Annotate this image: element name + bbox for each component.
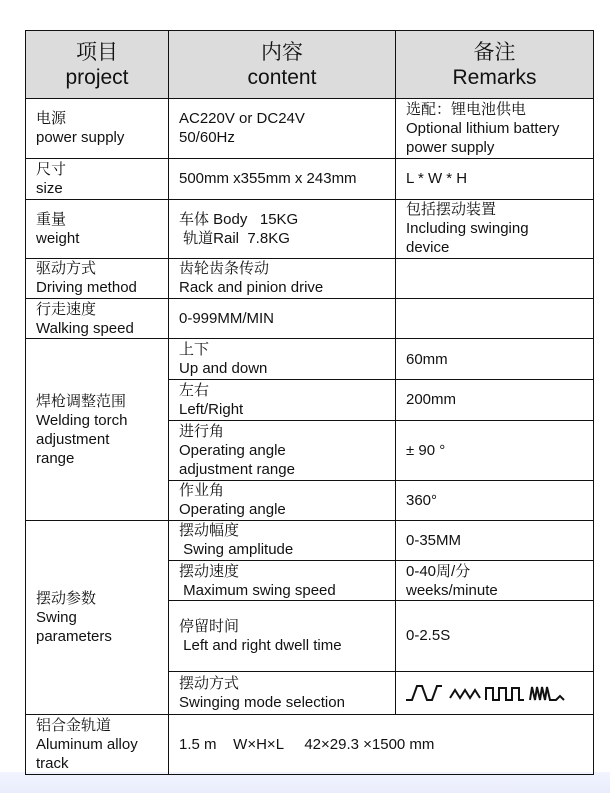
swing-amplitude-en: Swing amplitude — [179, 541, 294, 559]
row-swing-amplitude — [26, 520, 594, 560]
torch-angle-adjust-value — [396, 420, 594, 480]
track-name — [26, 714, 169, 774]
weight-name — [26, 199, 169, 258]
header-remarks-cn: 备注 — [473, 40, 516, 64]
torch-angle-adjust-en2: adjustment range — [179, 460, 295, 478]
track-content — [169, 714, 594, 774]
swing-dwell-value — [396, 601, 594, 671]
swing-speed-cn: 摆动速度 — [179, 562, 240, 580]
walking-remark — [396, 299, 594, 339]
header-content-en: content — [247, 65, 317, 89]
size-remark — [396, 158, 594, 199]
swing-speed-value-1: 0-40周/分 — [406, 562, 471, 580]
torch-left-right-content — [169, 380, 396, 420]
weight-remark-3: device — [406, 238, 450, 256]
track-name-en-1: Aluminum alloy — [36, 735, 138, 753]
square-wave-icon — [486, 688, 524, 700]
swing-dwell-value-text: 0-2.5S — [406, 627, 451, 645]
header-remarks-en: Remarks — [452, 65, 537, 89]
swing-amplitude-value — [396, 520, 594, 560]
swing-speed-en: Maximum swing speed — [179, 581, 336, 599]
power-remark — [396, 99, 594, 158]
swing-speed-content — [169, 561, 396, 601]
swing-name-en-1: Swing — [36, 608, 77, 626]
power-name-cn: 电源 — [36, 110, 67, 128]
swing-dwell-en: Left and right dwell time — [179, 636, 342, 654]
torch-angle-cn: 作业角 — [179, 482, 225, 500]
driving-content-2: Rack and pinion drive — [179, 279, 324, 297]
torch-up-down-content — [169, 339, 396, 380]
size-name — [26, 158, 169, 199]
torch-left-right-cn: 左右 — [179, 381, 210, 399]
page-bottom-band — [0, 772, 610, 793]
driving-name-cn: 驱动方式 — [36, 260, 97, 278]
swing-name-en-2: parameters — [36, 627, 112, 645]
walking-content — [169, 299, 396, 339]
sawtooth-wave-icon — [450, 690, 480, 698]
weight-remark — [396, 199, 594, 258]
torch-angle-value-text: 360° — [406, 491, 438, 509]
size-name-cn: 尺寸 — [36, 160, 67, 178]
row-power-supply — [26, 99, 594, 158]
torch-name — [26, 339, 169, 521]
weight-content-1: 车体 Body 15KG — [179, 210, 299, 228]
torch-name-1: 焊枪调整范围 — [36, 392, 127, 410]
size-name-en: size — [36, 179, 63, 197]
power-remark-2: Optional lithium battery — [406, 119, 560, 137]
torch-up-down-en: Up and down — [179, 360, 268, 378]
swing-name — [26, 520, 169, 714]
size-remark-text: L * W * H — [406, 170, 468, 188]
swing-amplitude-value-text: 0-35MM — [406, 531, 462, 549]
driving-content-1: 齿轮齿条传动 — [179, 260, 270, 278]
triangle-wave-icon — [406, 686, 442, 700]
torch-up-down-value — [396, 339, 594, 380]
torch-angle-adjust-cn: 进行角 — [179, 422, 225, 440]
header-remarks — [396, 31, 594, 99]
trapezoid-wave-icon — [530, 687, 564, 700]
torch-name-2: Welding torch — [36, 411, 128, 429]
torch-left-right-value — [396, 380, 594, 420]
torch-up-down-cn: 上下 — [179, 341, 210, 359]
driving-name-en: Driving method — [36, 279, 137, 297]
swing-amplitude-content — [169, 520, 396, 560]
row-track — [26, 714, 594, 774]
walking-name-en: Walking speed — [36, 319, 134, 337]
spec-table — [25, 30, 594, 775]
header-project-en: project — [65, 65, 129, 89]
row-size — [26, 158, 594, 199]
swing-mode-value — [396, 671, 594, 714]
swing-name-cn: 摆动参数 — [36, 589, 97, 607]
swing-dwell-cn: 停留时间 — [179, 617, 240, 635]
weight-content — [169, 199, 396, 258]
row-weight — [26, 199, 594, 258]
weight-name-cn: 重量 — [36, 210, 67, 228]
torch-name-3: adjustment — [36, 430, 110, 448]
power-content-2: 50/60Hz — [179, 129, 235, 147]
torch-angle-adjust-value-text: ± 90 ° — [406, 441, 446, 459]
table-header-row — [26, 31, 594, 99]
swing-dwell-content — [169, 601, 396, 671]
weight-content-2: 轨道Rail 7.8KG — [179, 229, 290, 247]
driving-remark — [396, 258, 594, 298]
track-content-text: 1.5 m W×H×L 42×29.3 ×1500 mm — [179, 735, 435, 753]
torch-angle-content — [169, 480, 396, 520]
weight-remark-1: 包括摆动装置 — [406, 200, 497, 218]
power-content — [169, 99, 396, 158]
walking-content-text: 0-999MM/MIN — [179, 310, 275, 328]
header-project — [26, 31, 169, 99]
power-remark-3: power supply — [406, 138, 495, 156]
swing-waveform-icons — [406, 682, 566, 704]
header-content — [169, 31, 396, 99]
torch-angle-value — [396, 480, 594, 520]
swing-amplitude-cn: 摆动幅度 — [179, 522, 240, 540]
torch-angle-adjust-en: Operating angle — [179, 441, 286, 459]
torch-name-4: range — [36, 449, 75, 467]
torch-left-right-value-text: 200mm — [406, 391, 457, 409]
row-torch-up-down — [26, 339, 594, 380]
power-name — [26, 99, 169, 158]
swing-mode-cn: 摆动方式 — [179, 674, 240, 692]
driving-name — [26, 258, 169, 298]
header-project-cn: 项目 — [76, 40, 118, 64]
torch-left-right-en: Left/Right — [179, 400, 244, 418]
power-remark-1: 选配：锂电池供电 — [406, 100, 527, 118]
header-content-cn: 内容 — [261, 40, 303, 64]
swing-speed-value — [396, 561, 594, 601]
row-walking-speed — [26, 299, 594, 339]
weight-remark-2: Including swinging — [406, 219, 529, 237]
power-name-en: power supply — [36, 129, 125, 147]
driving-content — [169, 258, 396, 298]
torch-angle-adjust-content — [169, 420, 396, 480]
row-driving-method — [26, 258, 594, 298]
size-content — [169, 158, 396, 199]
walking-name-cn: 行走速度 — [36, 300, 97, 318]
torch-up-down-value-text: 60mm — [406, 350, 448, 368]
weight-name-en: weight — [36, 229, 80, 247]
walking-name — [26, 299, 169, 339]
swing-mode-en: Swinging mode selection — [179, 693, 345, 711]
swing-speed-value-2: weeks/minute — [406, 581, 498, 599]
swing-mode-content — [169, 671, 396, 714]
track-name-en-2: track — [36, 754, 69, 772]
track-name-cn: 铝合金轨道 — [36, 716, 112, 734]
torch-angle-en: Operating angle — [179, 501, 286, 519]
power-content-1: AC220V or DC24V — [179, 110, 305, 128]
size-content-text: 500mm x355mm x 243mm — [179, 170, 357, 188]
